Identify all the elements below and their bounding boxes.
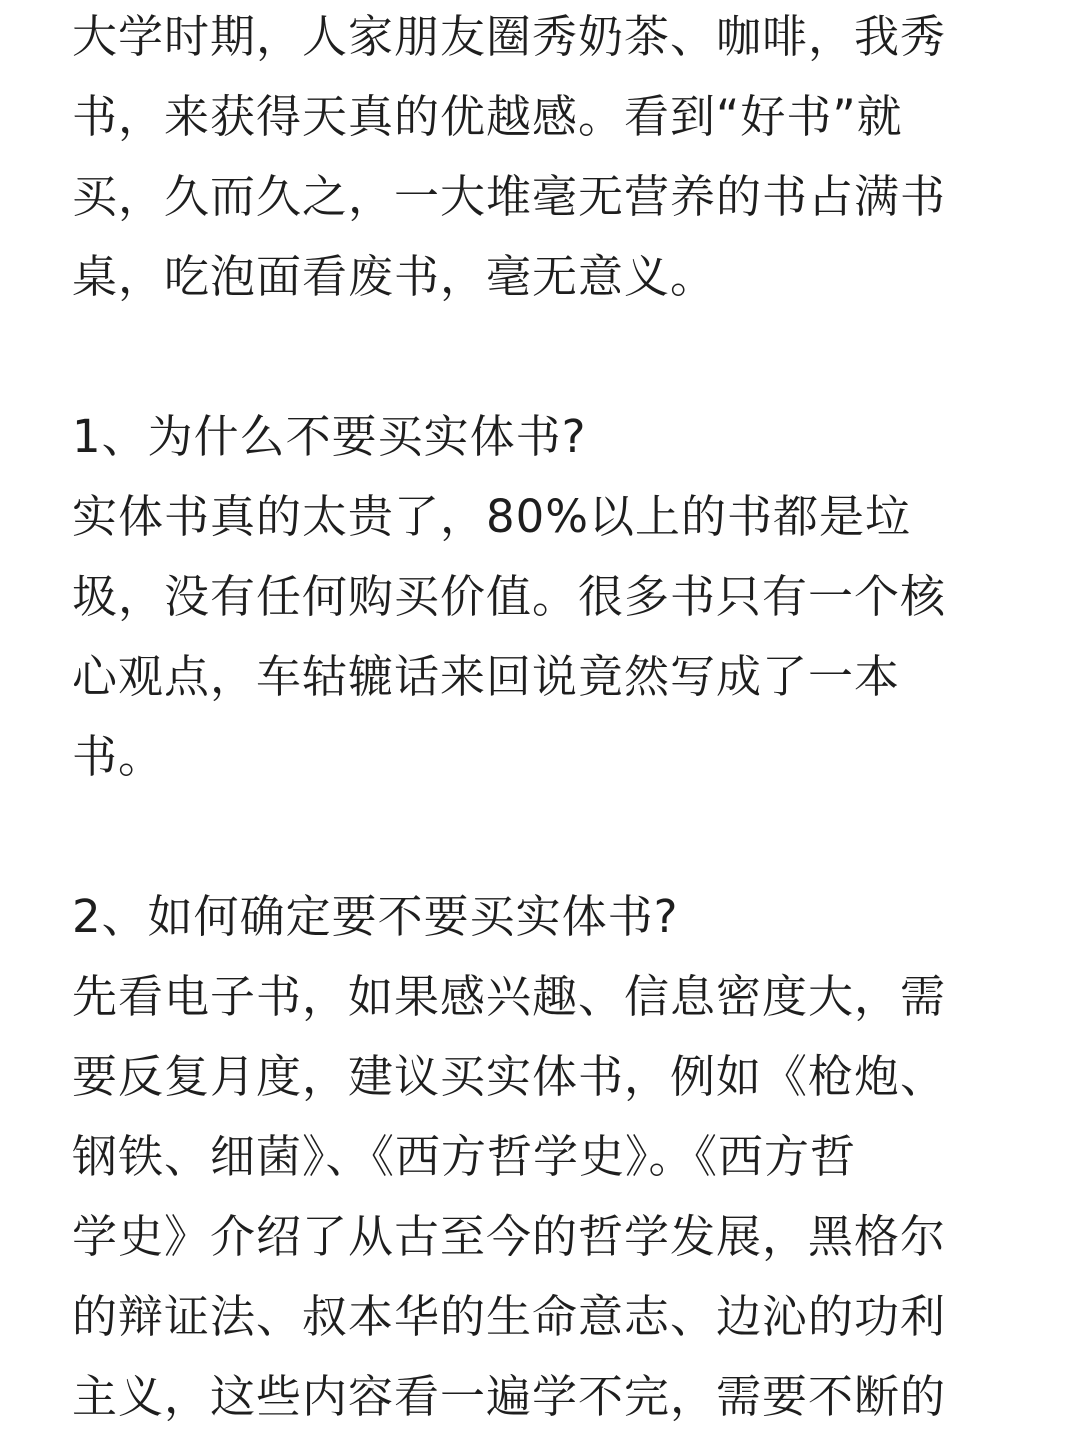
intro-line: 大学时期，人家朋友圈秀奶茶、咖啡，我秀 <box>72 10 947 63</box>
section-2-line: 钢铁、细菌》、《西方哲学史》。《西方哲 <box>72 1130 857 1183</box>
section-2-line: 的辩证法、叔本华的生命意志、边沁的功利 <box>72 1290 947 1343</box>
section-1-line: 心观点，车轱辘话来回说竟然写成了一本 <box>72 650 901 703</box>
section-1-line: 实体书真的太贵了，80%以上的书都是垃 <box>72 490 912 543</box>
intro-paragraph <box>72 0 988 317</box>
section-1-line: 圾，没有任何购买价值。很多书只有一个核 <box>72 570 947 623</box>
section-1 <box>72 397 988 797</box>
section-1-heading: 1、为什么不要买实体书? <box>72 410 587 463</box>
paragraph-spacer <box>72 797 988 877</box>
intro-line: 买，久而久之，一大堆毫无营养的书占满书 <box>72 170 947 223</box>
intro-line: 桌，吃泡面看废书，毫无意义。 <box>72 250 717 303</box>
section-2-heading: 2、如何确定要不要买实体书? <box>72 890 679 943</box>
section-1-line: 书。 <box>72 730 165 783</box>
section-2-line: 先看电子书，如果感兴趣、信息密度大，需 <box>72 970 947 1023</box>
paragraph-spacer <box>72 317 988 397</box>
section-2-line: 主义，这些内容看一遍学不完，需要不断的 <box>72 1370 947 1423</box>
intro-line: 书，来获得天真的优越感。看到“好书”就 <box>72 90 903 143</box>
section-2-line: 学史》介绍了从古至今的哲学发展，黑格尔 <box>72 1210 947 1263</box>
section-2-line: 要反复月度，建议买实体书，例如《枪炮、 <box>72 1050 947 1103</box>
article-body <box>72 0 988 1437</box>
section-2 <box>72 877 988 1437</box>
